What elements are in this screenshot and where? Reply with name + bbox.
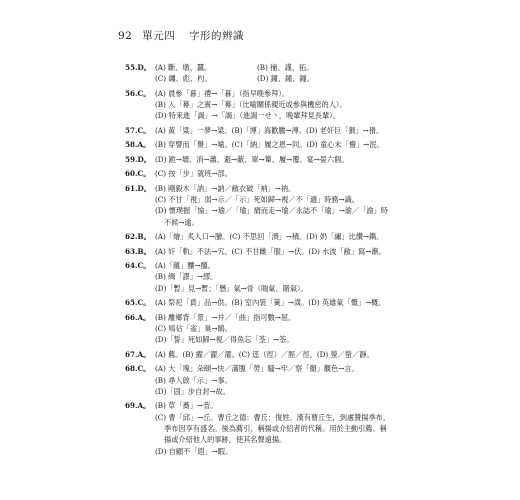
explanation-text: (C) 纏、彪、杓。 xyxy=(155,74,212,84)
explanation-line xyxy=(155,205,425,216)
answer-entry xyxy=(125,312,425,346)
explanation-text: (C) 按「步」就班→部。 xyxy=(155,169,232,179)
explanation-text: (A) 晨參「暮」禮→「暮」（指早晚參拜）。 xyxy=(155,88,290,98)
explanation-line xyxy=(155,194,425,205)
answer-number: 59.D。 xyxy=(125,154,151,164)
answer-number: 63.B。 xyxy=(125,246,151,256)
explanation-text: (B) 綢「謬」→繆。 xyxy=(155,272,218,282)
explanation-text: (B) 入「幕」之賓→「幕」（比喻關係親近或參與機密的人）。 xyxy=(155,100,347,110)
explanation-text: (D) 懷璞握「愉」→瑜／「瑜」瘡而走→瑜／永誌不「瑜」→渝／「渝」時 xyxy=(155,206,388,216)
explanation-line xyxy=(155,423,425,434)
answer-entry xyxy=(125,154,425,165)
answer-number: 57.C。 xyxy=(125,125,151,135)
explanation-line xyxy=(155,271,425,282)
answer-entry xyxy=(125,231,425,242)
answer-number: 55.D。 xyxy=(125,63,151,72)
explanation-line xyxy=(155,231,425,242)
explanation-text: (C) 曹「邱」→丘。曹丘之德：曹丘：復姓。漢有曹丘生，到處贊揚季布， xyxy=(155,412,391,422)
explanation-text: (A) 黃「粱」一夢→粱。(B)「博」海歡騰→溥。(D) 老奸巨「猾」→猾。 xyxy=(155,125,384,135)
explanation-line xyxy=(155,73,425,84)
explanation-line xyxy=(155,88,425,99)
explanation-text-col2: (D) 鐘、鐘、鐘。 xyxy=(257,74,314,84)
explanation-text: 揚或介紹他人的事跡，使其名聲遠揚。 xyxy=(164,435,287,445)
explanation-text: (C) 鳩佔「雀」巢→鵲。 xyxy=(155,324,232,333)
explanation-text: (B) 尋人啟「示」→事。 xyxy=(155,375,232,385)
explanation-line xyxy=(155,246,425,257)
answer-number: 62.B。 xyxy=(125,232,151,242)
explanation-line xyxy=(155,323,425,334)
explanation-text: (D) 特來進「謁」→「謁」（進謁一せ丶，晚輩拜見長輩）。 xyxy=(155,111,340,121)
answer-entry xyxy=(125,183,425,228)
chapter-title: 字形的辨識 xyxy=(189,30,245,42)
explanation-text: (B) 離鄉背「景」→井／「曲」指可數→屈。 xyxy=(155,312,296,322)
explanation-text: (D)「誓」死如歸→視／得魚忘「荃」→筌。 xyxy=(155,335,294,345)
answer-entry xyxy=(125,168,425,179)
explanation-line xyxy=(155,297,425,308)
explanation-line xyxy=(155,99,425,110)
chapter-label: 單元四 xyxy=(142,30,176,42)
explanation-line xyxy=(155,183,425,194)
explanation-text: (A) 大「塊」朵頤→快／滿腹「勞」騷→牢／察「顏」觀色→言。 xyxy=(155,364,359,374)
answer-number: 58.A。 xyxy=(125,140,151,150)
explanation-line xyxy=(155,375,425,386)
explanation-text-col2: (B) 撞、謹、拓。 xyxy=(257,63,314,72)
answer-number: 60.C。 xyxy=(125,169,151,179)
explanation-line xyxy=(155,434,425,445)
answer-number: 69.A。 xyxy=(125,401,151,411)
explanation-line xyxy=(155,168,425,179)
explanation-text: (B) 草「蕎」→菅。 xyxy=(155,401,218,411)
explanation-text: (B) 剛毅木「訥」→訥／敝衣破「衲」→衲。 xyxy=(155,183,296,193)
page-number: 92 xyxy=(118,30,133,42)
explanation-text: (A)「燴」炙人口→膾。(C) 不思回「潰」→積。(D) 奶「繡」比纘→鐫。 xyxy=(155,232,384,242)
answer-entry xyxy=(125,363,425,397)
answer-entry xyxy=(125,62,425,85)
explanation-line xyxy=(155,349,425,360)
answer-entry xyxy=(125,400,425,456)
explanation-line xyxy=(155,260,425,271)
explanation-text: (A) 祭祀「賁」品→供。(B) 室內裝「簧」→潢。(D) 英雄氣「慨」→概。 xyxy=(155,298,386,308)
answer-number: 66.A。 xyxy=(125,312,151,322)
explanation-line xyxy=(155,125,425,136)
explanation-text: (A)「蘊」釀→醞。 xyxy=(155,261,215,271)
answer-number: 68.C。 xyxy=(125,364,151,374)
explanation-line xyxy=(155,412,425,423)
answer-entry xyxy=(125,88,425,122)
explanation-line xyxy=(155,62,425,73)
answer-number: 65.C。 xyxy=(125,298,151,308)
explanation-line xyxy=(155,110,425,121)
answer-entry xyxy=(125,349,425,360)
explanation-text: (C) 不甘「視」弱→示／「示」死如歸→視／不「適」時務→識。 xyxy=(155,195,359,205)
explanation-line xyxy=(155,139,425,150)
answer-entry xyxy=(125,139,425,150)
answer-number: 56.C。 xyxy=(125,88,151,98)
answer-entry xyxy=(125,260,425,294)
answer-number: 64.C。 xyxy=(125,261,151,271)
explanation-text: (A) 奸「軌」不法→宄。(C) 不甘雌「服」→伏。(D) 水波「敝」寫→漸。 xyxy=(155,246,386,256)
answer-list xyxy=(125,62,425,457)
page-header xyxy=(118,28,244,43)
answer-entry xyxy=(125,297,425,308)
explanation-line xyxy=(155,446,425,457)
answer-entry xyxy=(125,246,425,257)
explanation-line xyxy=(155,363,425,374)
explanation-text: (D) 跪→墻、消→蕭、避→蔽、單→簞、履→覆、宴→晏六個。 xyxy=(155,154,349,164)
explanation-text: (D)「固」步自封→故。 xyxy=(155,386,230,396)
explanation-text: (A) 薦。(B) 擢／濯／濯。(C) 逕（徑）／脛／徑。(D) 螢／螢／靜。 xyxy=(155,349,374,359)
explanation-line xyxy=(155,283,425,294)
explanation-text: (D)「暫」見→暫；「懸」氣→骨（喘氣、賭氣）。 xyxy=(155,283,308,293)
explanation-line xyxy=(155,154,425,165)
explanation-text: (D) 自顧不「遐」→暇。 xyxy=(155,446,233,456)
answer-number: 67.A。 xyxy=(125,349,151,359)
explanation-line xyxy=(155,217,425,228)
answer-entry xyxy=(125,125,425,136)
explanation-text: 不候→逾。 xyxy=(164,217,199,227)
explanation-line xyxy=(155,400,425,411)
explanation-text: 季布因享有盛名。後為薦引、稱揚或介紹者的代稱。用於主動引薦、稱 xyxy=(164,423,387,433)
explanation-line xyxy=(155,386,425,397)
explanation-text: (B) 穿譬而「譽」→喻。(C)「納」履之恩→同。(D) 童心未「懵」→泯。 xyxy=(155,140,384,150)
explanation-text: (A) 斷、墩、蠶。 xyxy=(155,63,212,72)
explanation-line xyxy=(155,312,425,323)
answer-number: 61.D。 xyxy=(125,183,151,193)
explanation-line xyxy=(155,334,425,345)
